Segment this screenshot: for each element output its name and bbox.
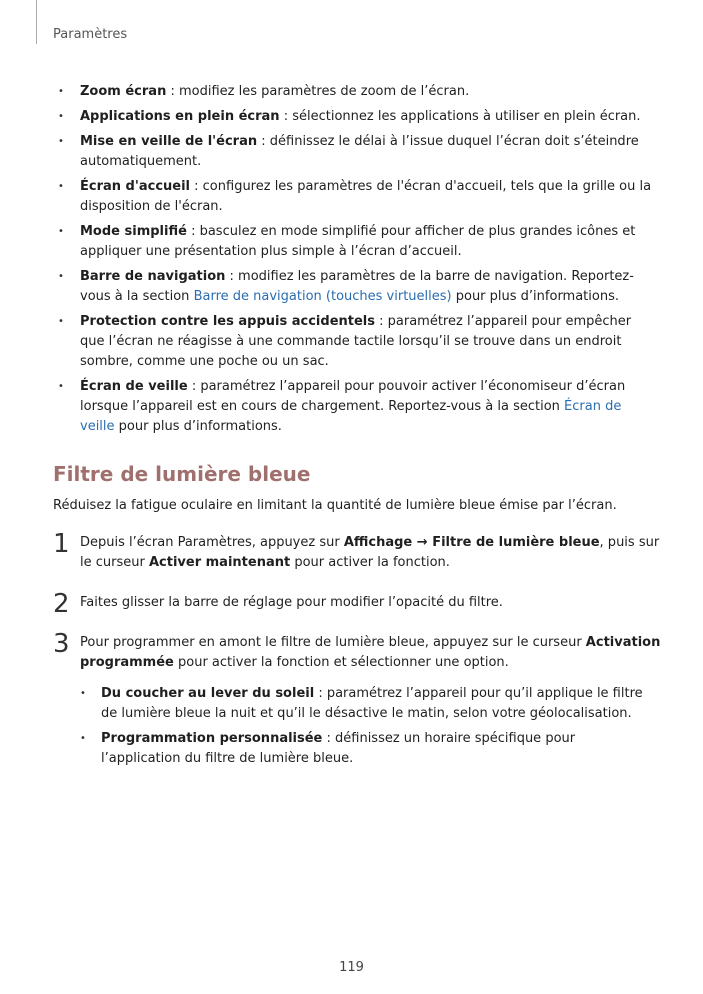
item-term: Mode simplifié xyxy=(80,224,187,239)
menu-path-display: Affichage xyxy=(343,535,413,550)
switch-name-activate-now: Activer maintenant xyxy=(148,555,291,570)
section-heading: Filtre de lumière bleue xyxy=(53,462,311,486)
item-term: Programmation personnalisée xyxy=(101,731,323,746)
header-rule xyxy=(36,0,37,44)
step-number: 2 xyxy=(53,589,70,619)
page-number: 119 xyxy=(339,960,364,975)
item-text-tail: pour plus d’informations. xyxy=(451,289,619,304)
step-text-part: pour activer la fonction et sélectionner une option. xyxy=(173,655,509,670)
arrow-icon: → xyxy=(412,535,433,550)
settings-list xyxy=(58,82,658,442)
navigation-bar-link[interactable]: Barre de navigation (touches virtuelles) xyxy=(193,289,452,304)
list-item xyxy=(58,132,658,172)
step-text xyxy=(80,533,663,573)
step-text-part: Depuis l’écran Paramètres, appuyez sur xyxy=(80,535,344,550)
item-term: Applications en plein écran xyxy=(80,109,280,124)
step-number: 3 xyxy=(53,629,70,659)
list-item xyxy=(58,312,658,372)
item-text: : sélectionnez les applications à utiliser en plein écran. xyxy=(279,109,641,124)
item-text: : configurez les paramètres de l'écran d'accueil, tels que la grille ou la disposition de l'écran. xyxy=(80,179,652,214)
step-2 xyxy=(53,589,663,619)
list-item xyxy=(58,177,658,217)
step-number: 1 xyxy=(53,529,70,559)
item-term: Écran de veille xyxy=(80,379,188,394)
switch-name-scheduled: Activation programmée xyxy=(80,635,661,670)
list-item xyxy=(58,107,658,127)
step-text: Faites glisser la barre de réglage pour modifier l’opacité du filtre. xyxy=(80,595,503,610)
list-item xyxy=(58,222,658,262)
list-item xyxy=(58,82,658,102)
item-text: : définissez le délai à l’issue duquel l’écran doit s’éteindre automatiquement. xyxy=(80,134,639,169)
section-intro: Réduisez la fatigue oculaire en limitant la quantité de lumière bleue émise par l’écran. xyxy=(53,498,617,513)
item-text-tail: pour plus d’informations. xyxy=(114,419,282,434)
item-term: Mise en veille de l'écran xyxy=(80,134,258,149)
screen-saver-link[interactable]: Écran de veille xyxy=(80,399,622,434)
item-text: : modifiez les paramètres de zoom de l’écran. xyxy=(166,84,470,99)
item-text: : paramétrez l’appareil pour empêcher que l’écran ne réagisse à une commande tactile lorsqu’il se trouve dans un endroit sombre, comme une poche ou un sac. xyxy=(80,314,632,369)
step-text-part: pour activer la fonction. xyxy=(290,555,450,570)
item-text: : paramétrez l’appareil pour qu’il applique le filtre de lumière bleue la nuit et qu’il le désactive le matin, selon votre géolocalisation. xyxy=(101,686,643,721)
item-term: Écran d'accueil xyxy=(80,179,191,194)
item-text: : modifiez les paramètres de la barre de navigation. Reportez-vous à la section xyxy=(80,269,634,304)
step-text-part: Pour programmer en amont le filtre de lumière bleue, appuyez sur le curseur xyxy=(80,635,586,650)
item-term: Barre de navigation xyxy=(80,269,226,284)
item-text: : basculez en mode simplifié pour afficher de plus grandes icônes et appliquer une présentation plus simple à l’écran d’accueil. xyxy=(80,224,636,259)
item-text: : paramétrez l’appareil pour pouvoir activer l’économiseur d’écran lorsque l’appareil est en cours de chargement. Reportez-vous à la section xyxy=(80,379,626,414)
list-item xyxy=(58,377,658,437)
step-text xyxy=(80,633,663,673)
item-text: : définissez un horaire spécifique pour l’application du filtre de lumière bleue. xyxy=(101,731,576,766)
step-1 xyxy=(53,529,663,573)
schedule-options-list xyxy=(80,684,655,774)
item-term: Zoom écran xyxy=(80,84,167,99)
running-header: Paramètres xyxy=(53,27,128,42)
item-term: Du coucher au lever du soleil xyxy=(101,686,315,701)
step-text-part: , puis sur le curseur xyxy=(80,535,660,570)
list-item xyxy=(80,729,655,769)
list-item xyxy=(80,684,655,724)
step-3 xyxy=(53,629,663,673)
item-term: Protection contre les appuis accidentels xyxy=(80,314,375,329)
menu-path-blue-light-filter: Filtre de lumière bleue xyxy=(432,535,600,550)
list-item xyxy=(58,267,658,307)
